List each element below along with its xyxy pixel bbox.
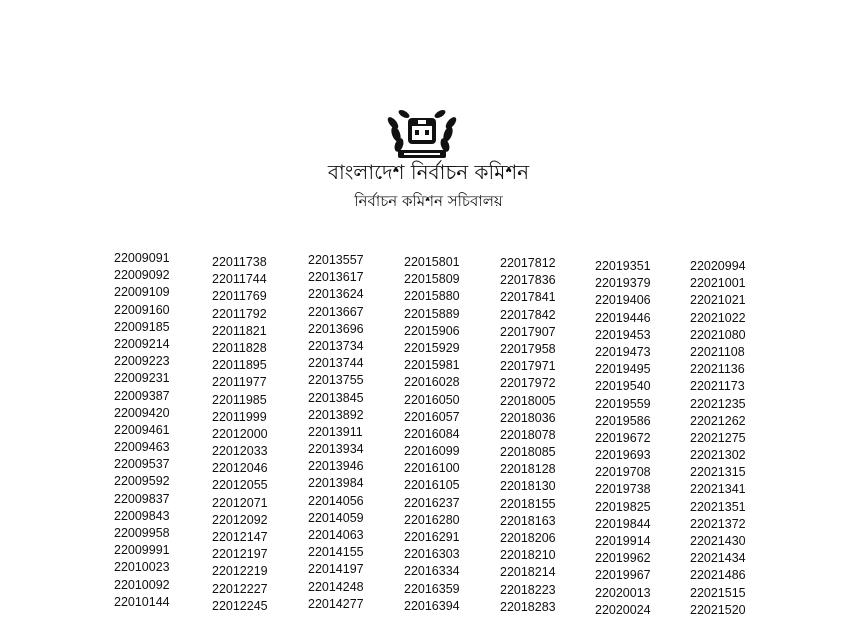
roll-number: 22011985 — [212, 392, 267, 407]
roll-number: 22018163 — [500, 513, 556, 528]
roll-number: 22018223 — [500, 582, 556, 597]
roll-number: 22019672 — [595, 430, 651, 445]
roll-number: 22013734 — [308, 338, 364, 353]
roll-number: 22019962 — [595, 551, 651, 566]
roll-number: 22010092 — [114, 577, 170, 592]
roll-number: 22021173 — [690, 379, 745, 394]
roll-number: 22012245 — [212, 598, 268, 613]
roll-column — [114, 250, 204, 611]
roll-number: 22016028 — [404, 375, 460, 390]
roll-number: 22012147 — [212, 530, 268, 544]
roll-number: 22019495 — [595, 362, 651, 377]
roll-number: 22021430 — [690, 534, 746, 548]
roll-number: 22011744 — [212, 272, 267, 287]
roll-number: 22009091 — [114, 251, 170, 265]
roll-number: 22009387 — [114, 388, 170, 403]
roll-number: 22020994 — [690, 259, 746, 273]
roll-number: 22021520 — [690, 602, 746, 617]
roll-number: 22016394 — [404, 598, 460, 613]
roll-number: 22011999 — [212, 409, 267, 424]
roll-number: 22017812 — [500, 256, 556, 270]
roll-number: 22019446 — [595, 310, 651, 325]
roll-number: 22009592 — [114, 474, 170, 489]
roll-number: 22009461 — [114, 422, 170, 437]
roll-number: 22019708 — [595, 465, 651, 480]
roll-column — [308, 252, 398, 613]
roll-number: 22019738 — [595, 482, 651, 497]
roll-number: 22013934 — [308, 442, 364, 457]
roll-number: 22013911 — [308, 424, 363, 439]
roll-number: 22018214 — [500, 565, 556, 580]
roll-number: 22009231 — [114, 371, 170, 386]
roll-number: 22014197 — [308, 562, 364, 577]
roll-number: 22020024 — [595, 602, 651, 617]
roll-number: 22011792 — [212, 306, 267, 321]
roll-number: 22019693 — [595, 448, 651, 463]
roll-number: 22018036 — [500, 410, 556, 425]
roll-number: 22009463 — [114, 440, 170, 455]
roll-number: 22015801 — [404, 255, 460, 269]
roll-number: 22013624 — [308, 287, 364, 302]
roll-number: 22009109 — [114, 285, 170, 300]
roll-number: 22016105 — [404, 478, 460, 493]
roll-number: 22016291 — [404, 530, 460, 544]
roll-number: 22016303 — [404, 547, 460, 562]
roll-number: 22021341 — [690, 482, 746, 497]
roll-column — [404, 254, 494, 615]
roll-number: 22012071 — [212, 495, 268, 510]
roll-number: 22021315 — [690, 465, 746, 480]
roll-number: 22018128 — [500, 462, 556, 477]
roll-number: 22016359 — [404, 581, 460, 596]
roll-number: 22016084 — [404, 426, 460, 441]
roll-number: 22015981 — [404, 358, 460, 373]
roll-number: 22009223 — [114, 354, 170, 369]
roll-number: 22011821 — [212, 323, 267, 338]
roll-number: 22016280 — [404, 512, 460, 527]
roll-column — [595, 258, 685, 619]
roll-number: 22013892 — [308, 407, 364, 422]
roll-number: 22021302 — [690, 448, 746, 463]
roll-number: 22016237 — [404, 495, 460, 510]
roll-number: 22011769 — [212, 289, 267, 304]
roll-number: 22021515 — [690, 585, 746, 600]
roll-number: 22019914 — [595, 534, 651, 548]
roll-number: 22021434 — [690, 551, 746, 566]
roll-number: 22021262 — [690, 413, 746, 428]
roll-number: 22017971 — [500, 359, 556, 374]
roll-number: 22021372 — [690, 516, 746, 531]
roll-number: 22015906 — [404, 323, 460, 338]
roll-number: 22011895 — [212, 358, 267, 373]
roll-number: 22009092 — [114, 268, 170, 283]
roll-number: 22014248 — [308, 579, 364, 594]
roll-number: 22009991 — [114, 543, 170, 558]
roll-number: 22021022 — [690, 310, 746, 325]
roll-number: 22013617 — [308, 270, 364, 285]
roll-number: 22009214 — [114, 336, 170, 351]
roll-number: 22016050 — [404, 392, 460, 407]
roll-number: 22013557 — [308, 253, 364, 267]
roll-number: 22012000 — [212, 426, 268, 441]
roll-number: 22012033 — [212, 444, 268, 459]
roll-number: 22015880 — [404, 289, 460, 304]
roll-number: 22019379 — [595, 276, 651, 291]
roll-number: 22021486 — [690, 568, 746, 583]
roll-number: 22021351 — [690, 499, 746, 514]
roll-number: 22017958 — [500, 341, 556, 356]
department-name: নির্বাচন কমিশন সচিবালয় — [354, 192, 503, 210]
roll-number: 22013845 — [308, 390, 364, 405]
roll-number: 22021001 — [690, 276, 746, 291]
roll-number: 22009843 — [114, 508, 170, 523]
roll-number: 22014063 — [308, 528, 364, 542]
roll-column — [212, 254, 302, 615]
roll-number: 22021275 — [690, 430, 746, 445]
roll-number: 22019967 — [595, 568, 651, 583]
roll-number: 22017841 — [500, 290, 556, 305]
roll-number: 22017972 — [500, 376, 556, 391]
roll-number: 22012197 — [212, 547, 268, 562]
roll-number: 22013984 — [308, 476, 364, 491]
roll-number: 22018130 — [500, 479, 556, 494]
roll-number-table — [114, 250, 794, 630]
roll-number: 22019540 — [595, 379, 651, 394]
roll-number: 22012092 — [212, 512, 268, 527]
roll-number: 22013755 — [308, 373, 364, 388]
roll-number: 22017842 — [500, 307, 556, 322]
roll-number: 22018085 — [500, 445, 556, 460]
roll-number: 22018078 — [500, 427, 556, 442]
roll-number: 22012055 — [212, 478, 268, 493]
roll-number: 22019351 — [595, 259, 651, 273]
roll-number: 22015889 — [404, 306, 460, 321]
roll-number: 22009958 — [114, 526, 170, 540]
roll-number: 22009837 — [114, 491, 170, 506]
roll-number: 22021108 — [690, 344, 745, 359]
roll-number: 22019406 — [595, 293, 651, 308]
roll-number: 22020013 — [595, 585, 651, 600]
roll-column — [500, 255, 590, 616]
organization-name: বাংলাদেশ নির্বাচন কমিশন — [327, 160, 530, 184]
roll-number: 22019473 — [595, 344, 651, 359]
roll-column — [690, 258, 780, 619]
roll-number: 22013696 — [308, 321, 364, 336]
roll-number: 22016334 — [404, 564, 460, 579]
roll-number: 22016100 — [404, 461, 460, 476]
roll-number: 22019825 — [595, 499, 651, 514]
roll-number: 22011828 — [212, 340, 267, 355]
roll-number: 22009160 — [114, 302, 170, 317]
roll-number: 22015929 — [404, 340, 460, 355]
roll-number: 22021235 — [690, 396, 746, 411]
roll-number: 22010023 — [114, 560, 170, 575]
roll-number: 22019559 — [595, 396, 651, 411]
roll-number: 22010144 — [114, 594, 170, 609]
roll-number: 22015809 — [404, 272, 460, 287]
roll-number: 22021021 — [690, 293, 746, 308]
roll-number: 22009537 — [114, 457, 170, 472]
roll-number: 22013946 — [308, 459, 364, 474]
roll-number: 22009420 — [114, 405, 170, 420]
roll-number: 22016057 — [404, 409, 460, 424]
roll-number: 22014059 — [308, 510, 364, 525]
roll-number: 22018206 — [500, 531, 556, 545]
roll-number: 22018005 — [500, 393, 556, 408]
roll-number: 22011738 — [212, 255, 267, 269]
roll-number: 22014056 — [308, 493, 364, 508]
roll-number: 22019453 — [595, 327, 651, 342]
roll-number: 22018283 — [500, 599, 556, 614]
roll-number: 22016099 — [404, 444, 460, 459]
roll-number: 22013744 — [308, 356, 364, 371]
roll-number: 22012219 — [212, 564, 268, 579]
roll-number: 22011977 — [212, 375, 267, 390]
roll-number: 22019844 — [595, 516, 651, 531]
roll-number: 22012046 — [212, 461, 268, 476]
roll-number: 22014277 — [308, 596, 364, 611]
roll-number: 22021136 — [690, 362, 745, 377]
roll-number: 22012227 — [212, 581, 268, 596]
roll-number: 22017836 — [500, 273, 556, 288]
roll-number: 22019586 — [595, 413, 651, 428]
roll-number: 22021080 — [690, 327, 746, 342]
roll-number: 22018155 — [500, 496, 556, 511]
election-commission-emblem-icon — [382, 104, 462, 164]
roll-number: 22013667 — [308, 304, 364, 319]
roll-number: 22017907 — [500, 324, 556, 339]
roll-number: 22014155 — [308, 545, 364, 560]
roll-number: 22018210 — [500, 548, 556, 563]
roll-number: 22009185 — [114, 319, 170, 334]
